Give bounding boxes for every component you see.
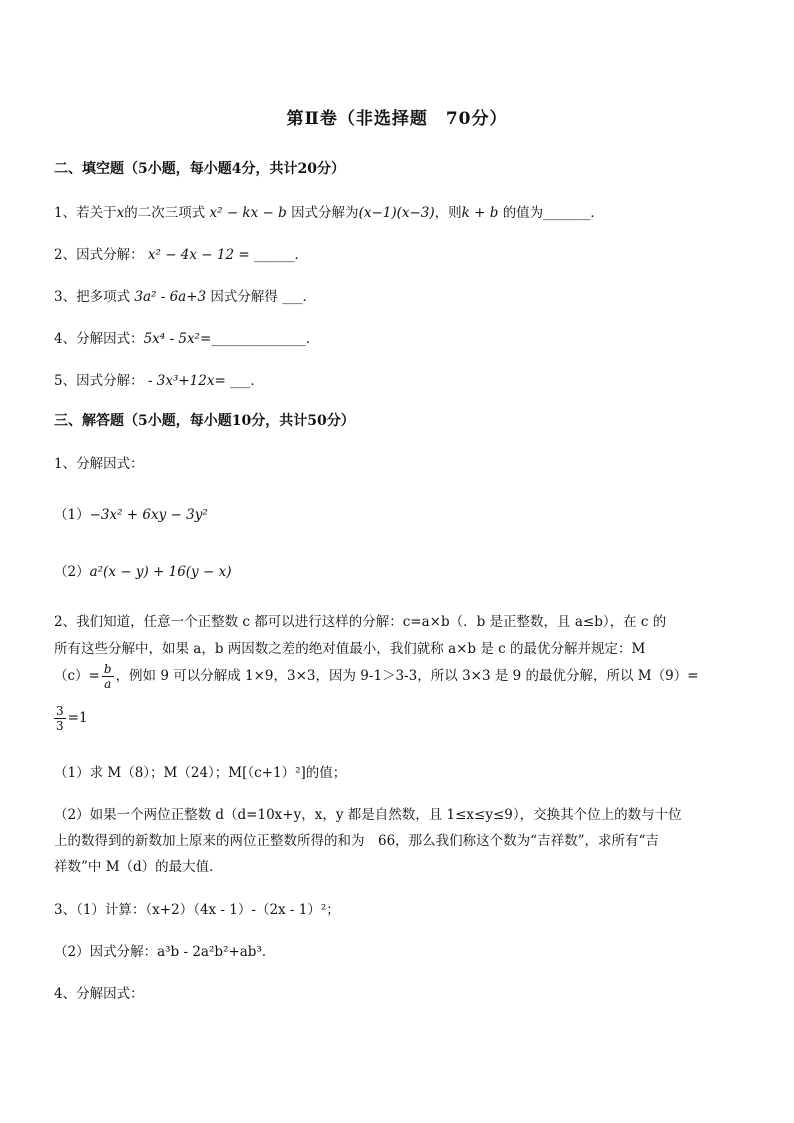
solve-question-1-part-2: [54, 560, 231, 580]
solve-question-2-sub-1: （1）求 M（8）；M（24）；M[（c+1）²]的值；: [54, 765, 347, 781]
fill-question-3: [54, 285, 316, 305]
q3-prefix: 3、把多项式: [54, 289, 135, 305]
part-1-expression: −3x² + 6xy − 3y²: [89, 507, 208, 523]
solve-question-2-line-3: [54, 662, 699, 691]
q1-factors: (x−1)(x−3): [358, 205, 435, 221]
q1-mid3: ，则: [434, 205, 462, 221]
q2-example-text: ，例如 9 可以分解成 1×9，3×3，因为 9-1＞3-3，所以 3×3 是 9 的最优分解，所以 M（9）=: [115, 668, 699, 684]
q5-prefix: 5、因式分解：: [54, 373, 144, 389]
solve-question-2-line-2: 所有这些分解中，如果 a，b 两因数之差的绝对值最小，我们就称 a×b 是 c 的最优分解并规定：M: [54, 641, 646, 657]
q2-prefix: 2、因式分解：: [54, 247, 144, 263]
fill-question-4: [54, 327, 319, 347]
q4-expression: 5x⁴ - 5x²: [143, 331, 200, 347]
part-1-label: （1）: [54, 507, 90, 523]
q1-var-x: x: [116, 205, 125, 221]
q1-mid2: 因式分解为: [291, 205, 359, 221]
solve-question-2-sub-2-line-1: （2）如果一个两位正整数 d（d=10x+y，x，y 都是自然数，且 1≤x≤y≤9），交换其个位上的数与十位: [54, 807, 682, 823]
solve-question-1-part-1: [54, 503, 208, 523]
page-title: 第Ⅱ卷（非选择题 70分）: [286, 109, 508, 129]
solve-question-2-line-1: 2、我们知道，任意一个正整数 c 都可以进行这样的分解：c=a×b（．b 是正整数，且 a≤b），在 c 的: [54, 614, 667, 630]
solve-question-3-line-1: 3、（1）计算：（x+2）（4x - 1）-（2x - 1）²；: [54, 902, 340, 918]
part-2-expression: a²(x − y) + 16(y − x): [89, 564, 232, 580]
solve-question-2-sub-2-line-2: 上的数得到的新数加上原来的两位正整数所得的和为 66，那么我们称这个数为“吉祥数”，求所有“吉: [54, 833, 659, 849]
q5-expression: - 3x³+12x: [143, 373, 215, 389]
fraction-b-over-a: [102, 662, 114, 691]
q2-suffix: ______．: [253, 247, 308, 263]
fill-question-1: [54, 201, 604, 221]
part-2-label: （2）: [54, 564, 90, 580]
q2-equals-one: =1: [67, 710, 88, 726]
solve-question-3-line-2: （2）因式分解：a³b - 2a²b²+ab³．: [54, 944, 276, 960]
q5-suffix: = ___．: [214, 373, 264, 389]
solve-question-2-line-4: [54, 704, 88, 733]
fill-question-2: [54, 243, 308, 263]
q1-k-plus-b: k + b: [461, 205, 499, 221]
fill-section-heading: 二、填空题（5小题，每小题4分，共计20分）: [54, 161, 345, 177]
q4-suffix: =______________．: [199, 331, 320, 347]
solve-question-1-label: 1、分解因式：: [54, 456, 144, 472]
q1-mid1: 的二次三项式: [124, 205, 206, 221]
q1-expression: x² − kx − b: [209, 205, 287, 221]
solve-question-4-label: 4、分解因式：: [54, 986, 144, 1002]
q2-expression: x² − 4x − 12 =: [147, 247, 254, 263]
q3-expression: 3a² - 6a+3: [134, 289, 207, 305]
q3-suffix: 因式分解得 ___．: [206, 289, 316, 305]
q4-prefix: 4、分解因式：: [54, 331, 144, 347]
solve-section-heading: 三、解答题（5小题，每小题10分，共计50分）: [54, 413, 355, 429]
solve-question-2-sub-2-line-3: 祥数”中 M（d）的最大值．: [54, 859, 223, 875]
q2-m-c-equals: （c）=: [54, 668, 100, 684]
q1-suffix: 的值为_______．: [502, 205, 604, 221]
fraction-denominator: 3: [56, 719, 64, 733]
fraction-denominator: a: [104, 677, 112, 691]
q1-prefix: 1、若关于: [54, 205, 117, 221]
fraction-3-over-3: [54, 704, 66, 733]
fraction-numerator: 3: [56, 704, 64, 718]
fraction-numerator: b: [103, 662, 112, 676]
fill-question-5: [54, 369, 264, 389]
